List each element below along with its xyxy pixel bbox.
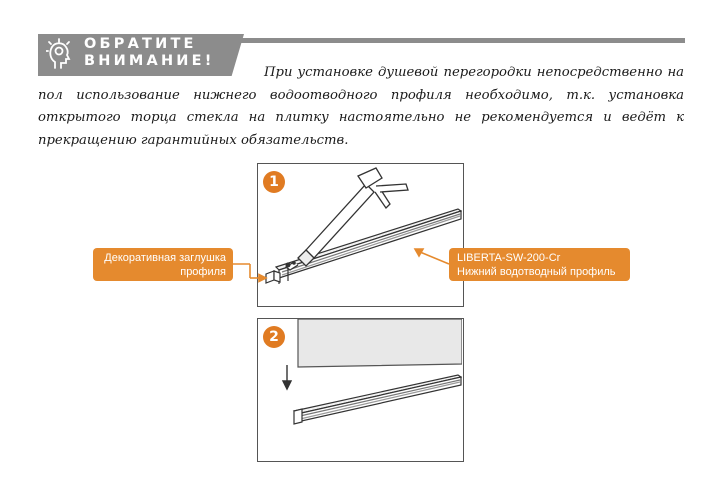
notice-text: При установке душевой перегородки непосредственно на пол использование нижнего водоотводного профиля необходимо, т.к. установка открытого торца стекла на плитку настоятельно не рекомендуется и ведёт к прекращению гарантийных обязательств.	[38, 65, 684, 148]
step-2-number: 2	[263, 326, 285, 348]
attention-title-line1: ОБРАТИТЕ	[84, 36, 197, 52]
end-cap-label-line1: Декоративная заглушка	[104, 252, 226, 264]
profile-leader-line	[420, 252, 449, 264]
end-cap-label-line2: профиля	[180, 266, 226, 278]
profile-model-label: LIBERTA-SW-200-Cr	[457, 252, 561, 264]
attention-title-line2: ВНИМАНИЕ!	[84, 53, 215, 69]
profile-leader-arrow	[415, 249, 423, 256]
profile-name-label: Нижний водотводный профиль	[457, 266, 616, 278]
step-1-number: 1	[263, 171, 285, 193]
end-cap-leader-arrow	[259, 275, 266, 282]
